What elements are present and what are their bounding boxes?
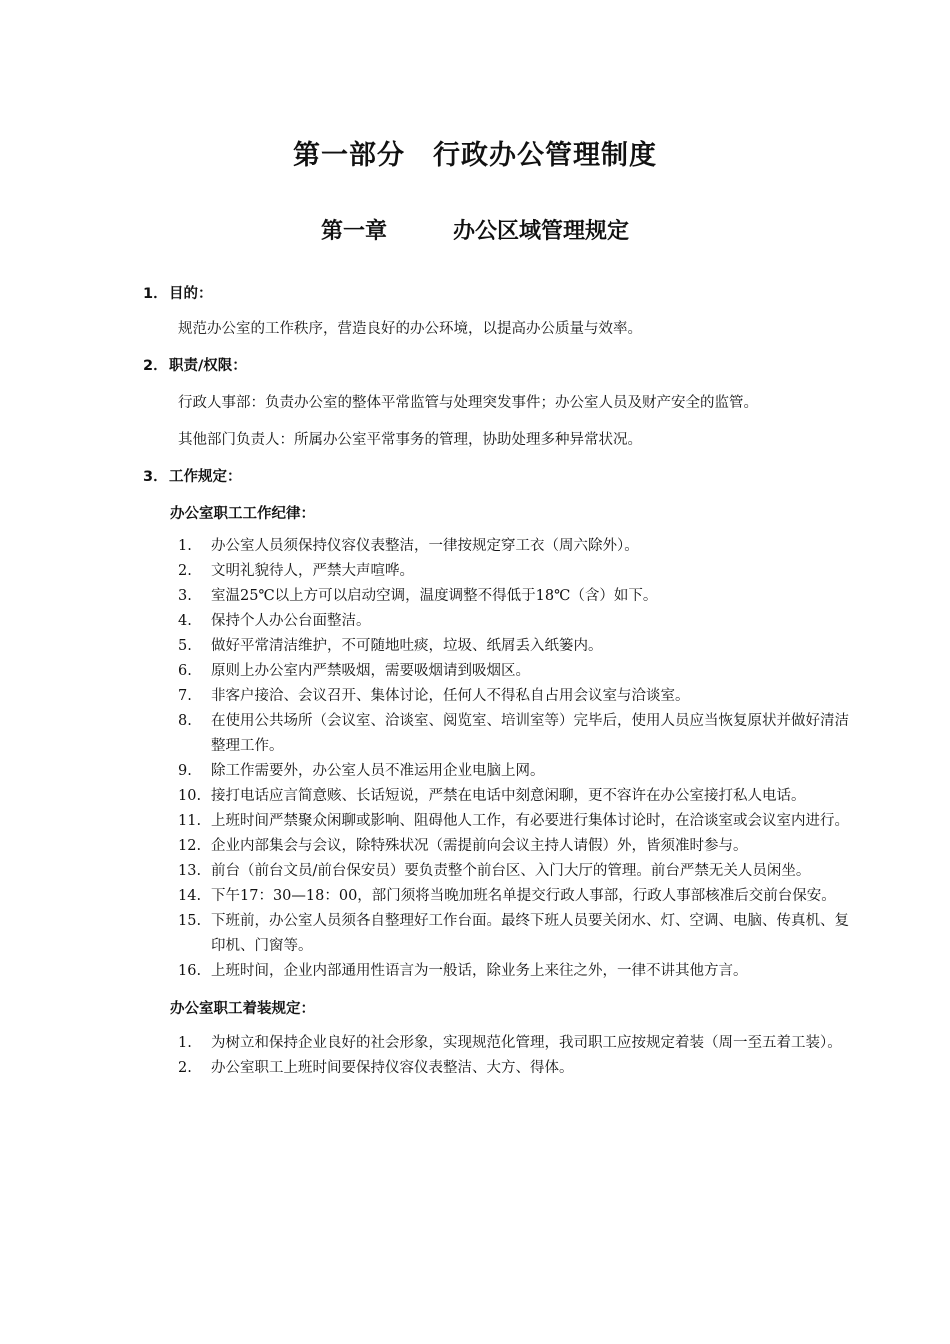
list-item-number: 9. bbox=[178, 763, 192, 779]
list-item bbox=[143, 659, 861, 684]
list-item bbox=[143, 884, 861, 909]
list-item bbox=[143, 534, 861, 559]
list-item-text: 下午17：30—18：00，部门须将当晚加班名单提交行政人事部，行政人事部核准后交前台保安。 bbox=[211, 888, 836, 904]
list-item-text: 为树立和保持企业良好的社会形象，实现规范化管理，我司职工应按规定着装（周一至五着工装）。 bbox=[211, 1035, 842, 1051]
list-item-number: 1. bbox=[178, 538, 192, 554]
list-item-number: 14. bbox=[178, 888, 202, 904]
list-item-number: 16. bbox=[178, 963, 202, 979]
list-item-text: 除工作需要外，办公室人员不准运用企业电脑上网。 bbox=[211, 763, 545, 779]
list-item-number: 4. bbox=[178, 613, 192, 629]
list-item bbox=[143, 684, 861, 709]
section-number: 3． bbox=[143, 469, 168, 485]
dress-code-list bbox=[143, 1031, 873, 1081]
section-heading-text: 目的： bbox=[169, 286, 213, 302]
list-item-number: 2. bbox=[178, 1060, 192, 1076]
list-item-number: 11. bbox=[178, 813, 202, 829]
work-discipline-list bbox=[143, 534, 873, 984]
list-item-text: 在使用公共场所（会议室、洽谈室、阅览室、培训室等）完毕后，使用人员应当恢复原状并做好清洁整理工作。 bbox=[211, 713, 849, 754]
list-item-text: 保持个人办公台面整洁。 bbox=[211, 613, 371, 629]
list-item-number: 1. bbox=[178, 1035, 192, 1051]
list-item-number: 15. bbox=[178, 913, 202, 929]
subheading-dress-code: 办公室职工着装规定： bbox=[170, 1001, 315, 1017]
list-item bbox=[143, 559, 861, 584]
list-item-text: 接打电话应言简意赅、长话短说，严禁在电话中刻意闲聊，更不容许在办公室接打私人电话。 bbox=[211, 788, 806, 804]
list-item bbox=[143, 759, 861, 784]
list-item-number: 3. bbox=[178, 588, 192, 604]
list-item-text: 非客户接洽、会议召开、集体讨论，任何人不得私自占用会议室与洽谈室。 bbox=[211, 688, 690, 704]
list-item bbox=[143, 909, 861, 959]
list-item bbox=[143, 809, 861, 834]
list-item-number: 6. bbox=[178, 663, 192, 679]
paragraph-purpose: 规范办公室的工作秩序，营造良好的办公环境，以提高办公质量与效率。 bbox=[178, 321, 642, 337]
document-body bbox=[143, 284, 873, 1081]
list-item-number: 7. bbox=[178, 688, 192, 704]
list-item-text: 上班时间严禁聚众闲聊或影响、阻碍他人工作，有必要进行集体讨论时，在洽谈室或会议室内进行。 bbox=[211, 813, 849, 829]
list-item-text: 下班前，办公室人员须各自整理好工作台面。最终下班人员要关闭水、灯、空调、电脑、传真机、复印机、门窗等。 bbox=[211, 913, 849, 954]
list-item-number: 5. bbox=[178, 638, 192, 654]
list-item-text: 原则上办公室内严禁吸烟，需要吸烟请到吸烟区。 bbox=[211, 663, 530, 679]
list-item bbox=[143, 609, 861, 634]
section-heading-purpose bbox=[143, 284, 873, 304]
section-heading-responsibility bbox=[143, 356, 873, 376]
list-item bbox=[143, 1031, 861, 1056]
list-item-text: 前台（前台文员/前台保安员）要负责整个前台区、入门大厅的管理。前台严禁无关人员闲坐。 bbox=[211, 863, 811, 879]
paragraph-hr-department: 行政人事部：负责办公室的整体平常监管与处理突发事件；办公室人员及财产安全的监管。 bbox=[178, 395, 758, 411]
list-item-number: 12. bbox=[178, 838, 202, 854]
list-item-number: 13. bbox=[178, 863, 202, 879]
list-item bbox=[143, 634, 861, 659]
section-heading-text: 职责/权限： bbox=[169, 358, 247, 374]
section-heading-rules bbox=[143, 467, 873, 487]
list-item-number: 10. bbox=[178, 788, 202, 804]
list-item-text: 上班时间，企业内部通用性语言为一般话，除业务上来往之外，一律不讲其他方言。 bbox=[211, 963, 748, 979]
section-number: 2． bbox=[143, 358, 168, 374]
section-heading-text: 工作规定： bbox=[169, 469, 242, 485]
list-item bbox=[143, 859, 861, 884]
list-item-text: 企业内部集会与会议，除特殊状况（需提前向会议主持人请假）外，皆须准时参与。 bbox=[211, 838, 748, 854]
section-number: 1． bbox=[143, 286, 168, 302]
list-item bbox=[143, 834, 861, 859]
list-item-text: 室温25℃以上方可以启动空调，温度调整不得低于18℃（含）如下。 bbox=[211, 588, 658, 604]
list-item bbox=[143, 1056, 861, 1081]
list-item bbox=[143, 784, 861, 809]
list-item-text: 文明礼貌待人，严禁大声喧哗。 bbox=[211, 563, 414, 579]
list-item-number: 2. bbox=[178, 563, 192, 579]
list-item bbox=[143, 959, 861, 984]
list-item bbox=[143, 584, 861, 609]
list-item-text: 办公室职工上班时间要保持仪容仪表整洁、大方、得体。 bbox=[211, 1060, 574, 1076]
list-item-text: 做好平常清洁维护，不可随地吐痰，垃圾、纸屑丢入纸篓内。 bbox=[211, 638, 603, 654]
page-title: 第一部分 行政办公管理制度 bbox=[293, 140, 657, 171]
paragraph-other-departments: 其他部门负责人：所属办公室平常事务的管理，协助处理多种异常状况。 bbox=[178, 432, 642, 448]
list-item-number: 8. bbox=[178, 713, 192, 729]
list-item bbox=[143, 709, 861, 759]
subheading-work-discipline: 办公室职工工作纪律： bbox=[170, 506, 315, 522]
list-item-text: 办公室人员须保持仪容仪表整洁，一律按规定穿工衣（周六除外）。 bbox=[211, 538, 639, 554]
chapter-title: 第一章 办公区域管理规定 bbox=[320, 219, 629, 244]
